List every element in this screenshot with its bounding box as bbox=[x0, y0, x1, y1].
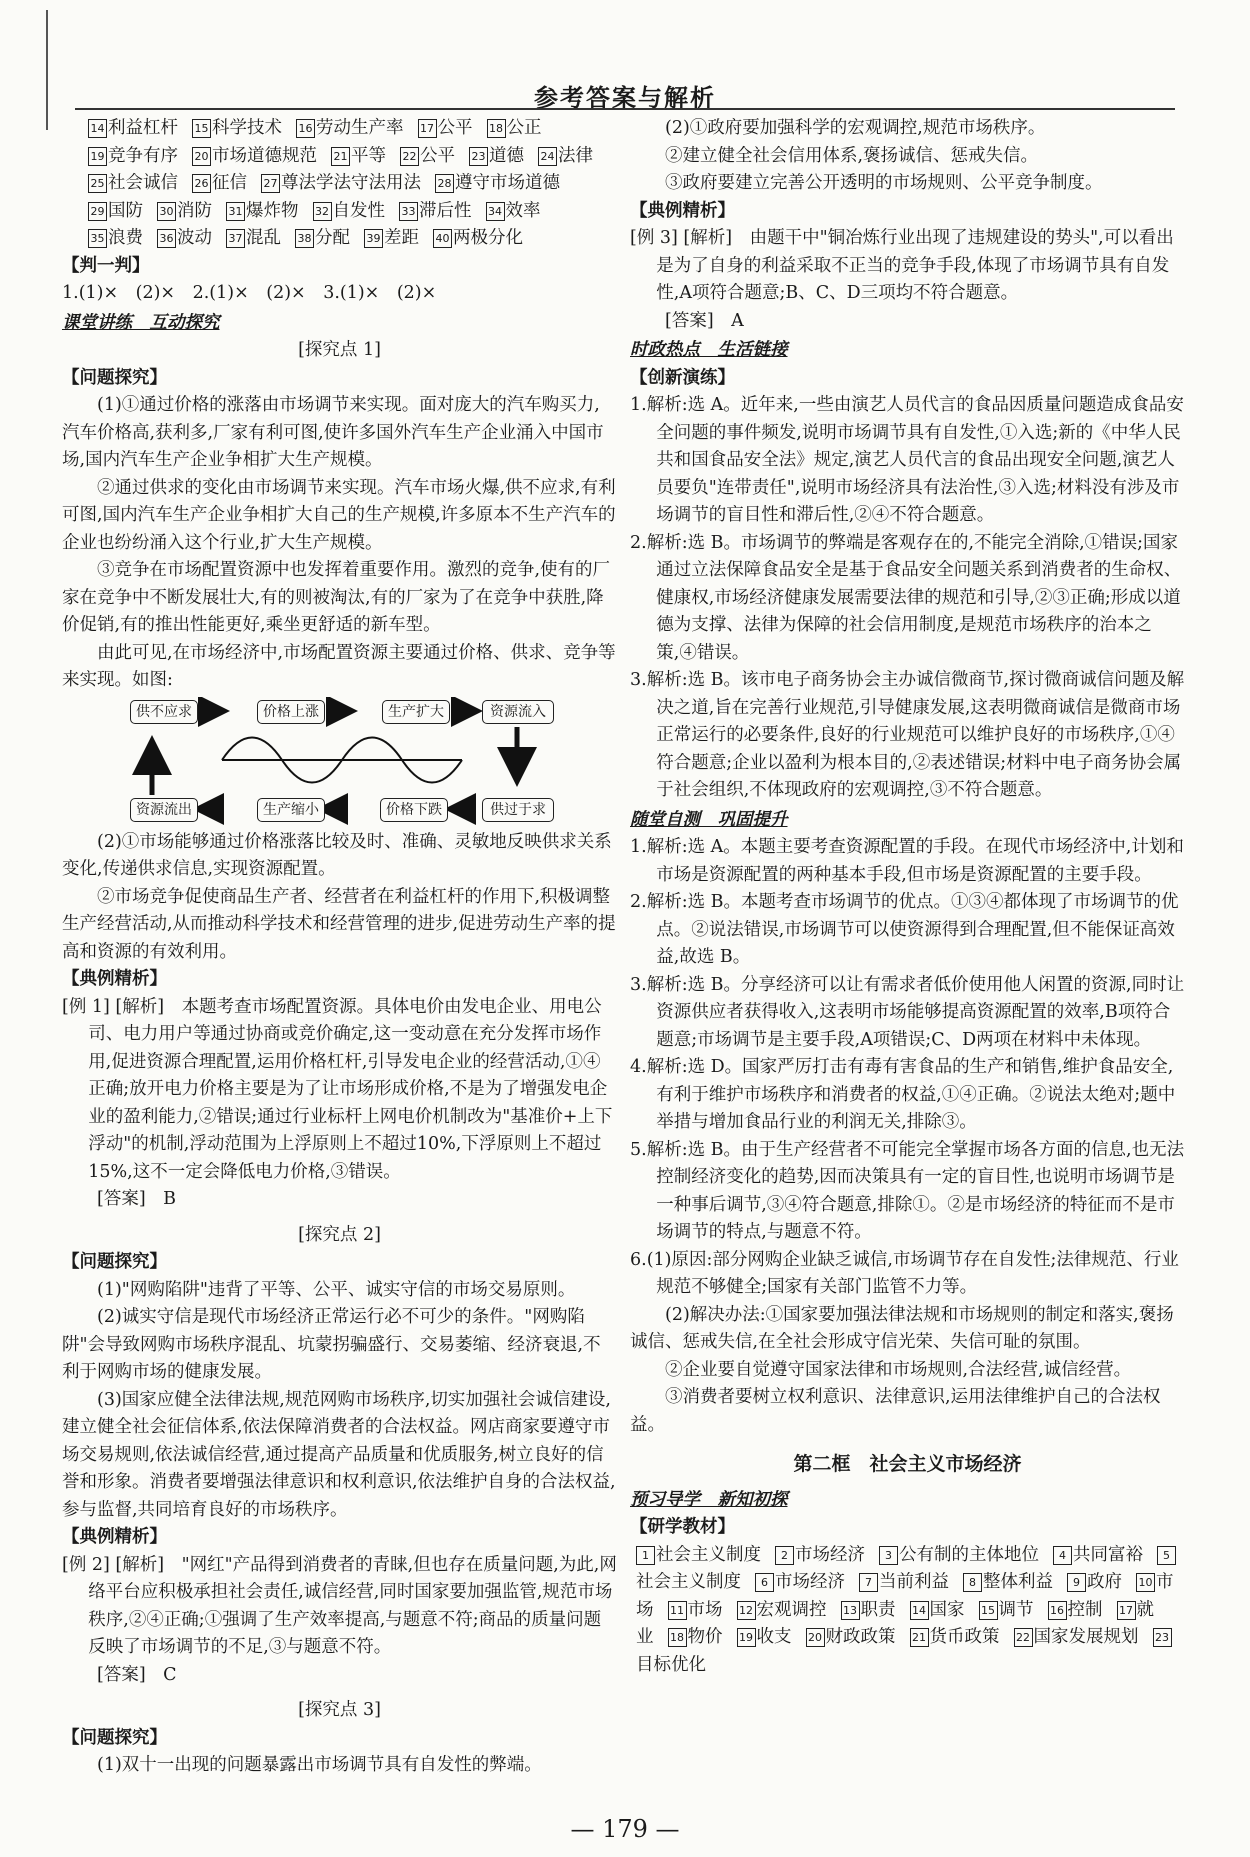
answer-text: 社会诚信 bbox=[108, 173, 178, 193]
paragraph: (3)国家应健全法律法规,规范网购市场秩序,切实加强社会诚信建设,建立健全社会征信体系,依法保障消费者的合法权益。网店商家要遵守市场交易规则,依法诚信经营,通过提高产品质量和优质服务,树立良好的信誉和形象。消费者要增强法律意识和权利意识,依法维护自身的合法权益,参与监督,共同培育良好的市场秩序。 bbox=[62, 1389, 616, 1520]
answer-number: 9 bbox=[1067, 1573, 1086, 1592]
answer-number: 14 bbox=[910, 1601, 929, 1620]
answer-text: 职责 bbox=[860, 1599, 896, 1620]
answer-number: 6 bbox=[755, 1573, 774, 1592]
answer-text: 共同富裕 bbox=[1073, 1544, 1143, 1565]
answer-text: 物价 bbox=[687, 1627, 723, 1647]
innovation-item: 2.解析:选 B。市场调节的弊端是客观存在的,不能完全消除,①错误;国家通过立法保障食品安全是基于食品安全问题关系到消费者的生命权、健康权,市场经济健康发展需要法律的规范和引导,②③正确;形成以道德为支撑、法律为保障的社会信用制度,是规范市场秩序的治本之策,④错误。 bbox=[630, 532, 1182, 663]
answer-text: 法律 bbox=[558, 145, 593, 166]
paragraph: (2)①市场能够通过价格涨落比较及时、准确、灵敏地反映供求关系变化,传递供求信息,实现资源配置。 bbox=[62, 831, 612, 879]
paragraph: (2)解决办法:①国家要加强法律法规和市场规则的制定和落实,褒扬诚信、惩戒失信,在全社会形成守信光荣、失信可耻的氛围。 bbox=[630, 1304, 1174, 1352]
answer-number: 5 bbox=[1157, 1546, 1176, 1565]
answer-text: 尊法学法守法用法 bbox=[281, 173, 421, 193]
numbered-answer bbox=[859, 1572, 949, 1592]
self-test-title: 随堂自测 巩固提升 bbox=[630, 809, 788, 830]
answer-number: 33 bbox=[399, 202, 418, 221]
answer-line bbox=[62, 198, 617, 226]
answer-number: 37 bbox=[226, 229, 245, 248]
numbered-answer bbox=[487, 118, 542, 138]
innovation-item: 3.解析:选 B。该市电子商务协会主办诚信微商节,探讨微商诚信问题及解决之道,旨在完善行业规范,引导健康发展,这表明微商诚信是微商市场正常运行的必要条件,良好的行业规范可以维护良好的市场秩序,①④符合题意;企业以盈利为根本目的,②表述错误;材料中电子商务协会属于社会组织,不体现政府的宏观调控,③不符合题意。 bbox=[630, 670, 1185, 800]
numbered-answer bbox=[1067, 1572, 1122, 1592]
numbered-answer bbox=[226, 228, 281, 248]
answer-text: 市场 bbox=[636, 1572, 1174, 1620]
binding-line bbox=[46, 10, 48, 130]
answer-number: 36 bbox=[157, 229, 176, 248]
paragraph: (2)诚实守信是现代市场经济正常运行必不可少的条件。"网购陷阱"会导致网购市场秩序混乱、坑蒙拐骗盛行、交易萎缩、经济衰退,不利于网购市场的健康发展。 bbox=[62, 1307, 601, 1382]
answer-text: 遵守市场道德 bbox=[455, 173, 560, 193]
paragraph: ②市场竞争促使商品生产者、经营者在利益杠杆的作用下,积极调整生产经营活动,从而推动科学技术和经营管理的进步,促进劳动生产率的提高和资源的有效利用。 bbox=[62, 886, 616, 962]
numbered-answer bbox=[963, 1572, 1053, 1592]
question-explore-title: 【问题探究】 bbox=[62, 1727, 167, 1748]
answer-number: 20 bbox=[192, 147, 211, 166]
numbered-answer bbox=[737, 1627, 792, 1647]
answer-text: 道德 bbox=[489, 145, 524, 166]
paragraph: ③政府要建立完善公开透明的市场规则、公平竞争制度。 bbox=[665, 173, 1103, 193]
answer-text: 市场经济 bbox=[775, 1572, 845, 1592]
example-2-analysis: [例 2] [解析] "网红"产品得到消费者的青睐,但也存在质量问题,为此,网络平台应积极承担社会责任,诚信经营,同时国家要加强监管,规范市场秩序,②④正确;①强调了生产效率提高,与题意不符;商品的质量问题反映了市场调节的不足,③与题意不符。 bbox=[62, 1554, 617, 1657]
numbered-answer bbox=[775, 1545, 865, 1565]
answer-number: 1 bbox=[636, 1546, 655, 1565]
study-answers bbox=[630, 1542, 1185, 1680]
answer-number: 4 bbox=[1053, 1546, 1072, 1565]
numbered-answer bbox=[668, 1600, 723, 1620]
answer-text: 财政政策 bbox=[825, 1627, 896, 1647]
numbered-answer bbox=[331, 146, 386, 166]
paragraph: ②通过供求的变化由市场调节来实现。汽车市场火爆,供不应求,有利可图,国内汽车生产企业争相扩大自己的生产规模,许多原本不生产汽车的企业也纷纷涌入这个行业,扩大生产规模。 bbox=[62, 477, 616, 553]
answer-text: 市场道德规范 bbox=[212, 145, 317, 166]
example-3-analysis: [例 3] [解析] 由题干中"铜冶炼行业出现了违规建设的势头",可以看出是为了自身的利益采取不正当的竞争手段,体现了市场调节具有自发性,A项符合题意;B、C、D三项均不符合题意。 bbox=[630, 228, 1174, 303]
answer-text: 目标优化 bbox=[636, 1654, 706, 1675]
explore-point-3: [探究点 3] bbox=[298, 1700, 381, 1720]
answer-number: 23 bbox=[469, 147, 488, 166]
answer-number: 28 bbox=[435, 174, 454, 193]
numbered-answer bbox=[841, 1600, 896, 1620]
class-section-title: 课堂讲练 互动探究 bbox=[62, 312, 220, 333]
study-answer-block bbox=[630, 1542, 1185, 1680]
numbered-answer bbox=[192, 173, 247, 193]
answer-line bbox=[62, 143, 617, 171]
paragraph: (1)"网购陷阱"违背了平等、公平、诚实守信的市场交易原则。 bbox=[97, 1279, 576, 1300]
answer-number: 18 bbox=[668, 1628, 687, 1647]
answer-number: 32 bbox=[313, 202, 332, 221]
answer-text: 竞争有序 bbox=[108, 145, 178, 166]
answer-text: 公平 bbox=[437, 118, 473, 138]
header-rule bbox=[75, 108, 1175, 110]
answer-text: 整体利益 bbox=[983, 1572, 1053, 1592]
numbered-answer bbox=[879, 1545, 1039, 1565]
answer-text: 国家 bbox=[929, 1599, 965, 1620]
answer-text: 平等 bbox=[351, 145, 386, 166]
answer-number: 16 bbox=[296, 119, 315, 138]
numbered-answer bbox=[1053, 1545, 1143, 1565]
answer-text: 科学技术 bbox=[212, 118, 282, 138]
numbered-answer bbox=[538, 146, 593, 166]
answer-text: 效率 bbox=[505, 200, 541, 221]
answer-text: 社会主义制度 bbox=[636, 1572, 741, 1592]
answer-text: 当前利益 bbox=[879, 1572, 949, 1592]
answer-number: 2 bbox=[775, 1546, 794, 1565]
answer-number: 21 bbox=[331, 147, 350, 166]
section-2-title: 第二框 社会主义市场经济 bbox=[793, 1453, 1022, 1475]
answer-text: 国防 bbox=[108, 200, 143, 221]
answer-number: 26 bbox=[192, 174, 211, 193]
answer-text: 控制 bbox=[1067, 1599, 1103, 1620]
page-number: — 179 — bbox=[570, 1815, 680, 1843]
example-1-analysis: [例 1] [解析] 本题考查市场配置资源。具体电价由发电企业、用电公司、电力用户等通过协商或竞价确定,这一变动意在充分发挥市场作用,促进资源合理配置,运用价格杠杆,引导发电企业的经营活动,①④正确;放开电力价格主要是为了让市场形成价格,不是为了增强发电企业的盈利能力,②错误;通过行业标杆上网电价机制改为"基准价+上下浮动"的机制,浮动范围为上浮原则上不超过10%,下浮原则上不超过15%,这不一定会降低电力价格,③错误。 bbox=[62, 996, 613, 1182]
answer-text: 爆炸物 bbox=[246, 200, 299, 221]
numbered-answer bbox=[192, 146, 317, 166]
answer-number: 21 bbox=[910, 1628, 929, 1647]
numbered-answer bbox=[1048, 1600, 1103, 1620]
answer-text: 混乱 bbox=[246, 228, 281, 248]
numbered-answer bbox=[364, 228, 419, 248]
answer-text: 差距 bbox=[384, 228, 419, 248]
answer-line bbox=[62, 225, 617, 253]
self-test-item: 2.解析:选 B。本题考查市场调节的优点。①③④都体现了市场调节的优点。②说法错误,市场调节可以使资源得到合理配置,但不能保证高效益,故选 B。 bbox=[630, 892, 1179, 967]
answer-number: 24 bbox=[538, 147, 557, 166]
paragraph: (1)双十一出现的问题暴露出市场调节具有自发性的弊端。 bbox=[97, 1755, 542, 1775]
numbered-answer bbox=[261, 173, 421, 193]
diagram-box-price-up: 价格上涨 bbox=[257, 700, 325, 724]
blank-answers bbox=[62, 115, 617, 253]
numbered-answer bbox=[636, 1545, 761, 1565]
answer-line bbox=[62, 170, 617, 198]
answer-text: 公有制的主体地位 bbox=[899, 1544, 1039, 1565]
answer-text: 国家发展规划 bbox=[1033, 1627, 1139, 1647]
diagram-box-resources-out: 资源流出 bbox=[130, 798, 198, 822]
numbered-answer bbox=[433, 228, 523, 248]
right-column bbox=[630, 115, 1185, 1679]
paragraph: ②建立健全社会信用体系,褒扬诚信、惩戒失信。 bbox=[665, 145, 1039, 166]
answer-number: 40 bbox=[433, 229, 452, 248]
paragraph: ③消费者要树立权利意识、法律意识,运用法律维护自己的合法权益。 bbox=[630, 1387, 1161, 1435]
explore-point-1: [探究点 1] bbox=[298, 340, 381, 360]
answer-text: 公正 bbox=[506, 118, 542, 138]
answer-number: 3 bbox=[879, 1546, 898, 1565]
numbered-answer bbox=[400, 146, 455, 166]
answer-text: 劳动生产率 bbox=[316, 118, 404, 138]
self-test-item: 1.解析:选 A。本题主要考查资源配置的手段。在现代市场经济中,计划和市场是资源配置的两种基本手段,但市场是资源配置的主要手段。 bbox=[630, 837, 1184, 885]
question-explore-title: 【问题探究】 bbox=[62, 1252, 167, 1272]
answer-number: 17 bbox=[1117, 1601, 1136, 1620]
judge-answers: 1.(1)× (2)× 2.(1)× (2)× 3.(1)× (2)× bbox=[62, 283, 437, 303]
answer-number: 22 bbox=[400, 147, 419, 166]
answer-number: 10 bbox=[1136, 1573, 1155, 1592]
answer-text: 市场经济 bbox=[795, 1544, 865, 1565]
numbered-answer bbox=[418, 118, 473, 138]
answer-text: 两极分化 bbox=[453, 228, 523, 248]
numbered-answer bbox=[755, 1572, 845, 1592]
answer-number: 23 bbox=[1153, 1628, 1172, 1647]
answer-text: 政府 bbox=[1087, 1572, 1122, 1592]
numbered-answer bbox=[157, 201, 212, 221]
numbered-answer bbox=[88, 118, 178, 138]
answer-number: 27 bbox=[261, 174, 280, 193]
answer-number: 22 bbox=[1014, 1628, 1033, 1647]
numbered-answer bbox=[296, 118, 404, 138]
self-test-item: 3.解析:选 B。分享经济可以让有需求者低价使用他人闲置的资源,同时让资源供应者获得收入,这表明市场能够提高资源配置的效率,B项符合题意;市场调节是主要手段,A项错误;C、D两项在材料中未体现。 bbox=[630, 974, 1185, 1050]
answer-number: 35 bbox=[88, 229, 107, 248]
numbered-answer bbox=[88, 201, 143, 221]
answer-number: 31 bbox=[226, 202, 245, 221]
answer-number: 8 bbox=[963, 1573, 982, 1592]
answer-text: 货币政策 bbox=[929, 1627, 1000, 1647]
answer-text: 社会主义制度 bbox=[656, 1544, 761, 1565]
numbered-answer bbox=[88, 146, 178, 166]
answer-text: 就业 bbox=[636, 1599, 1154, 1647]
paragraph: 由此可见,在市场经济中,市场配置资源主要通过价格、供求、竞争等来实现。如图: bbox=[62, 642, 616, 690]
question-explore-title: 【问题探究】 bbox=[62, 367, 167, 388]
answer-number: 17 bbox=[418, 119, 437, 138]
answer-number: 19 bbox=[88, 147, 107, 166]
answer-number: 18 bbox=[487, 119, 506, 138]
diagram-box-production-expand: 生产扩大 bbox=[382, 700, 450, 724]
paragraph: (2)①政府要加强科学的宏观调控,规范市场秩序。 bbox=[665, 118, 1046, 138]
answer-text: 分配 bbox=[315, 228, 350, 248]
numbered-answer bbox=[313, 201, 386, 221]
answer-number: 13 bbox=[841, 1601, 860, 1620]
numbered-answer bbox=[88, 173, 178, 193]
numbered-answer bbox=[88, 228, 143, 248]
page-header bbox=[75, 78, 1175, 112]
numbered-answer bbox=[1014, 1627, 1139, 1647]
answer-number: 38 bbox=[295, 229, 314, 248]
judge-title: 【判一判】 bbox=[62, 255, 150, 276]
numbered-answer bbox=[435, 173, 560, 193]
paragraph: (1)①通过价格的涨落由市场调节来实现。面对庞大的汽车购买力,汽车价格高,获利多,厂家有利可图,使许多国外汽车生产企业涌入中国市场,国内汽车生产企业争相扩大生产规模。 bbox=[62, 395, 604, 470]
answer-number: 7 bbox=[859, 1573, 878, 1592]
numbered-answer bbox=[226, 201, 299, 221]
numbered-answer bbox=[295, 228, 350, 248]
numbered-answer bbox=[469, 146, 524, 166]
market-cycle-diagram bbox=[62, 697, 617, 825]
left-column bbox=[62, 115, 617, 1780]
diagram-box-price-down: 价格下跌 bbox=[380, 798, 448, 822]
answer-text: 市场 bbox=[687, 1599, 723, 1620]
answer-text: 滞后性 bbox=[419, 200, 472, 221]
numbered-answer bbox=[910, 1627, 1000, 1647]
self-test-item: 5.解析:选 B。由于生产经营者不可能完全掌握市场各方面的信息,也无法控制经济变化的趋势,因而决策具有一定的盲目性,也说明市场调节是一种事后调节,③④符合题意,排除①。②是市场经济的特征而不是市场调节的特点,与题意不符。 bbox=[630, 1139, 1185, 1242]
answer-text: 利益杠杆 bbox=[108, 118, 178, 138]
numbered-answer bbox=[157, 228, 212, 248]
explore-point-2: [探究点 2] bbox=[298, 1224, 381, 1245]
answer-number: 14 bbox=[88, 119, 107, 138]
answer-text: 收支 bbox=[756, 1627, 792, 1647]
self-test-item: 4.解析:选 D。国家严厉打击有毒有害食品的生产和销售,维护食品安全,有利于维护市场秩序和消费者的权益,①④正确。②说法太绝对;题中举措与增加食品行业的利润无关,排除③。 bbox=[630, 1057, 1176, 1132]
answer-number: 30 bbox=[157, 202, 176, 221]
answer-text: 征信 bbox=[212, 173, 247, 193]
numbered-answer bbox=[979, 1600, 1034, 1620]
answer-number: 11 bbox=[668, 1601, 687, 1620]
answer-text: 自发性 bbox=[332, 200, 385, 221]
answer-number: 15 bbox=[192, 119, 211, 138]
numbered-answer bbox=[806, 1627, 896, 1647]
paragraph: ③竞争在市场配置资源中也发挥着重要作用。激烈的竞争,使有的厂家在竞争中不断发展壮大,有的则被淘汰,有的厂家为了在竞争中获胜,降价促销,有的推出性能更好,乘坐更舒适的新车型。 bbox=[62, 560, 611, 635]
answer-text: 调节 bbox=[998, 1599, 1034, 1620]
example-3-answer: [答案] A bbox=[665, 310, 744, 331]
example-1-answer: [答案] B bbox=[97, 1189, 177, 1209]
preview-title: 预习导学 新知初探 bbox=[630, 1489, 788, 1510]
numbered-answer bbox=[737, 1600, 827, 1620]
self-test-item: 6.(1)原因:部分网购企业缺乏诚信,市场调节存在自发性;法律规范、行业规范不够健全;国家有关部门监管不力等。 bbox=[630, 1249, 1179, 1297]
answer-text: 波动 bbox=[177, 228, 212, 248]
answer-number: 20 bbox=[806, 1628, 825, 1647]
answer-number: 34 bbox=[486, 202, 505, 221]
diagram-box-oversupply: 供过于求 bbox=[482, 798, 554, 822]
answer-number: 25 bbox=[88, 174, 107, 193]
answer-number: 12 bbox=[737, 1601, 756, 1620]
hot-topics-title: 时政热点 生活链接 bbox=[630, 340, 788, 360]
answer-number: 15 bbox=[979, 1601, 998, 1620]
numbered-answer bbox=[399, 201, 472, 221]
innovation-practice-title: 【创新演练】 bbox=[630, 367, 735, 388]
example-title: 【典例精析】 bbox=[630, 200, 735, 221]
answer-number: 19 bbox=[737, 1628, 756, 1647]
numbered-answer bbox=[668, 1627, 723, 1647]
example-title: 【典例精析】 bbox=[62, 969, 167, 989]
study-material-title: 【研学教材】 bbox=[630, 1517, 735, 1537]
innovation-item: 1.解析:选 A。近年来,一些由演艺人员代言的食品因质量问题造成食品安全问题的事件频发,说明市场调节具有自发性,①入选;新的《中华人民共和国食品安全法》规定,演艺人员代言的食品出现安全问题,演艺人员要负"连带责任",说明市场经济具有法治性,③入选;材料没有涉及市场调节的盲目性和滞后性,②④不符合题意。 bbox=[630, 395, 1184, 525]
answer-text: 宏观调控 bbox=[756, 1599, 827, 1620]
paragraph: ②企业要自觉遵守国家法律和市场规则,合法经营,诚信经营。 bbox=[665, 1359, 1132, 1380]
answer-line bbox=[62, 115, 617, 143]
example-title: 【典例精析】 bbox=[62, 1527, 167, 1547]
diagram-box-production-shrink: 生产缩小 bbox=[257, 798, 325, 822]
answer-text: 消防 bbox=[177, 200, 212, 221]
answer-number: 39 bbox=[364, 229, 383, 248]
page-header-title: 参考答案与解析 bbox=[534, 83, 716, 112]
diagram-box-supply-short: 供不应求 bbox=[130, 700, 198, 724]
example-2-answer: [答案] C bbox=[97, 1664, 177, 1685]
numbered-answer bbox=[192, 118, 282, 138]
answer-text: 公平 bbox=[420, 145, 455, 166]
numbered-answer bbox=[486, 201, 541, 221]
answer-number: 16 bbox=[1048, 1601, 1067, 1620]
answer-number: 29 bbox=[88, 202, 107, 221]
numbered-answer bbox=[910, 1600, 965, 1620]
answer-text: 浪费 bbox=[108, 228, 143, 248]
diagram-box-resources-in: 资源流入 bbox=[482, 700, 554, 724]
